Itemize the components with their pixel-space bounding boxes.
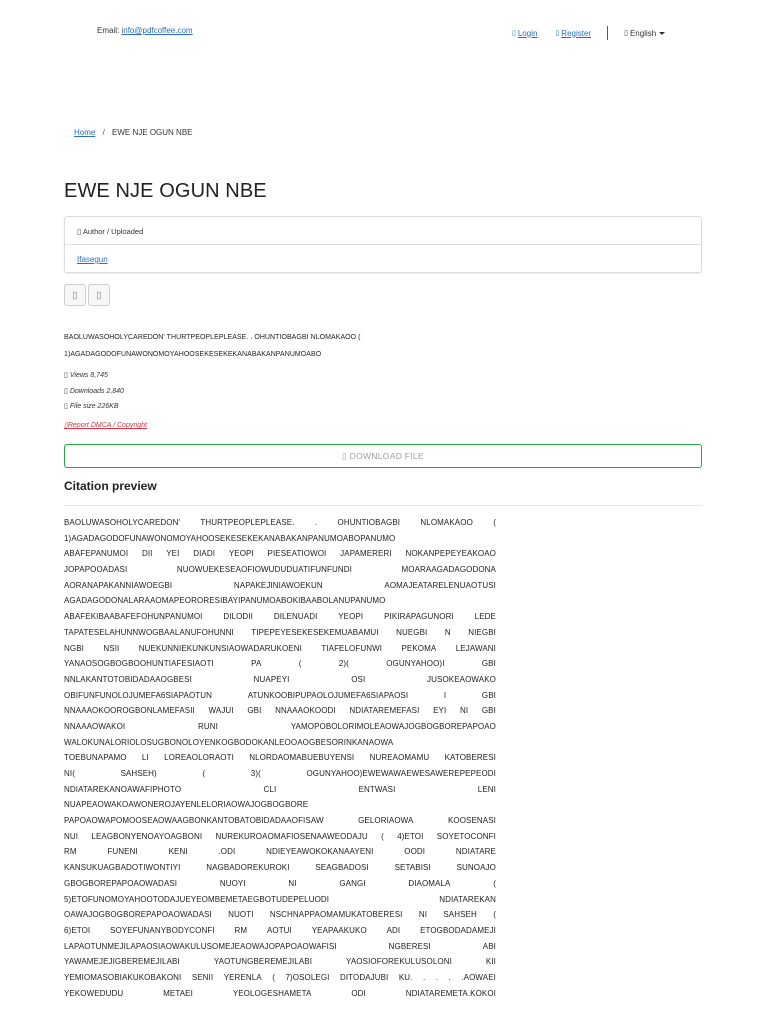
- preview-word: OHUNTIOBAGBI: [337, 518, 401, 527]
- preview-word: PAPOAOWAPOMOOSEAOWAAGBONKANTOBATOBIDADAAOFISAW: [64, 816, 324, 826]
- preview-word: LAPAOTUNMEJILAPAOSIAOWAKULUSOMEJEAOWAJOPAPOAOWAFISI: [64, 941, 337, 951]
- caret-down-icon: [659, 32, 665, 35]
- preview-word: DILODII: [223, 612, 253, 622]
- preview-word: OGUNYAHOO)I: [386, 659, 445, 669]
- preview-word: YEAPAAKUKO: [311, 925, 367, 935]
- email-label: Email:: [97, 26, 120, 35]
- preview-word: NDIEYEAWOKOKANAAYENI: [266, 847, 374, 857]
- preview-word: (: [493, 518, 496, 527]
- preview-word: NUEKUNNIEKUNKUNSIAOWADARUKOENI: [138, 643, 302, 653]
- preview-word: METAEI: [163, 988, 193, 998]
- divider: [607, 26, 608, 40]
- top-bar: [0, 26, 768, 40]
- preview-line: NUAPEAOWAKOAWONEROJAYENLELORIAOWAJOGBOGBORE: [64, 800, 309, 810]
- preview-word: WAJUI: [208, 706, 234, 716]
- preview-word: NDIATAREKAN: [439, 894, 496, 904]
- preview-word: JUSOKEAOWAKO: [427, 674, 496, 684]
- preview-word: NUI: [64, 831, 79, 841]
- author-header-label: Author / Uploaded: [82, 227, 144, 236]
- preview-word: NUOYI: [219, 878, 246, 888]
- preview-word: AORANAPAKANNIAWOEGBI: [64, 580, 173, 590]
- preview-word: 2)(: [338, 659, 349, 669]
- preview-word: NIEGBI: [468, 627, 496, 637]
- preview-word: YEKOWEDUDU: [64, 988, 124, 998]
- preview-line: [64, 688, 496, 704]
- preview-word: OBIFUNFUNOLOJUMEFA6SIAPAOTUN: [64, 690, 213, 700]
- preview-word: NI: [418, 910, 428, 920]
- document-stats: [64, 368, 124, 415]
- preview-line: [64, 641, 496, 657]
- download-file-button[interactable]: [64, 444, 702, 468]
- preview-word: LEDE: [474, 612, 496, 622]
- preview-word: 3)(: [250, 769, 261, 778]
- preview-word: AOMAJEATARELENUAOTUSI: [384, 580, 496, 590]
- preview-word: NNAAAOKOODI: [275, 706, 336, 716]
- preview-word: NSII: [103, 643, 120, 653]
- preview-word: NSCHNAPPAOMAMUKATOBERESI: [269, 910, 403, 920]
- preview-line: [64, 986, 496, 1002]
- report-dmca-link[interactable]: [64, 422, 147, 429]
- preview-word: NDIATARE: [455, 847, 496, 857]
- preview-word: YEOLOGESHAMETA: [232, 988, 312, 998]
- preview-word: NI: [459, 706, 469, 716]
- preview-word: YAWAMEJEJIGBEREMEJILABI: [64, 957, 180, 967]
- preview-word: TAPATESELAHUNNWOGBAALANUFOHUNNI: [64, 627, 234, 637]
- preview-word: YAOTUNGBEREMEJILABI: [213, 957, 313, 967]
- preview-word: GBI: [481, 706, 496, 716]
- views-value: Views 8,745: [69, 372, 108, 379]
- preview-word: KANSUKUAGBADOTIWONTIYI: [64, 863, 181, 873]
- preview-word: NI(: [64, 769, 75, 778]
- preview-word: (: [493, 910, 496, 920]
- preview-word: SAHSEH: [443, 910, 477, 920]
- description-line: 1)AGADAGODOFUNAWONOMOYAHOOSEKESEKEKANABAKANPANUMOABO: [64, 351, 322, 358]
- preview-word: I: [443, 690, 447, 700]
- download-icon: ▯: [64, 387, 68, 395]
- preview-line: [64, 546, 496, 562]
- preview-word: OSI: [351, 674, 366, 684]
- preview-word: ENTWASI: [358, 784, 396, 794]
- language-label: English: [629, 28, 657, 38]
- author-card-body: [65, 245, 701, 264]
- preview-word: RM: [64, 847, 77, 857]
- breadcrumb-current: EWE NJE OGUN NBE: [112, 128, 193, 137]
- breadcrumb-home-link[interactable]: Home: [74, 128, 96, 137]
- preview-line: [64, 844, 496, 860]
- preview-word: GELORIAOWA: [358, 816, 414, 826]
- preview-word: NUREKUROAOMAFIOSENAAWEODAJU: [215, 831, 368, 841]
- preview-word: EYI: [433, 706, 447, 716]
- preview-word: KATOBERESI: [444, 753, 496, 763]
- document-description: [64, 329, 704, 363]
- preview-line: [64, 939, 496, 955]
- preview-line: [64, 970, 496, 986]
- download-label: DOWNLOAD FILE: [349, 451, 424, 461]
- preview-word: CLI: [263, 784, 277, 794]
- preview-line: 1)AGADAGODOFUNAWONOMOYAHOOSEKESEKEKANABAKANPANUMOABOPANUMO: [64, 533, 396, 543]
- preview-word: DII: [141, 549, 153, 559]
- author-card-header: [65, 217, 701, 245]
- preview-word: NDIATAREKANOAWAFIPHOTO: [64, 784, 182, 794]
- preview-word: ABI: [482, 941, 496, 951]
- author-card: [64, 216, 702, 273]
- author-link[interactable]: Ifasegun: [77, 255, 108, 264]
- preview-word: RUNI: [198, 721, 218, 731]
- preview-word: SUNOAJO: [456, 863, 496, 873]
- preview-line: [64, 578, 496, 594]
- preview-word: TIAFELOFUNWI: [321, 643, 383, 653]
- action-icon-buttons: [64, 284, 110, 306]
- preview-line: [64, 672, 496, 688]
- preview-word: THURTPEOPLEPLEASE.: [200, 518, 295, 527]
- preview-line: [64, 892, 496, 908]
- preview-word: NLORDAOMABUEBUYENSI: [249, 753, 355, 763]
- preview-word: NLOMAKAOO: [420, 518, 473, 527]
- preview-line: [64, 954, 496, 970]
- preview-word: YAMOPOBOLORIMOLEAOWAJOGBOGBOREPAPOAO: [290, 721, 496, 731]
- eye-icon: ▯: [64, 372, 68, 379]
- preview-word: MOARAAGADAGODONA: [401, 565, 496, 575]
- preview-word: TOEBUNAPAMO: [64, 753, 127, 763]
- preview-word: KII: [485, 957, 496, 967]
- divider: [64, 505, 702, 506]
- preview-line: [64, 829, 496, 845]
- preview-word: NAPAKEJINIAWOEKUN: [233, 580, 323, 590]
- preview-line: [64, 813, 496, 829]
- preview-line: [64, 625, 496, 641]
- preview-word: LI: [141, 753, 149, 763]
- preview-word: GBI: [481, 659, 496, 669]
- flag-icon: ▯: [64, 422, 68, 429]
- page-title: EWE NJE OGUN NBE: [64, 180, 267, 202]
- preview-word: ODI: [351, 988, 366, 998]
- preview-word: NUEGBI: [396, 627, 428, 637]
- preview-word: 5)ETOFUNOMOYAHOOTODAJUEYEOMBEMETAEGBOTUDEPELUODI: [64, 894, 330, 904]
- preview-word: NUAPEYI: [253, 674, 290, 684]
- preview-word: BAOLUWASOHOLYCAREDON': [64, 518, 181, 527]
- preview-word: DITODAJUBI: [339, 972, 389, 982]
- preview-word: .: [314, 518, 318, 527]
- preview-word: GBI: [247, 706, 262, 716]
- preview-word: SENII: [191, 972, 214, 982]
- preview-word: GANGI: [339, 878, 366, 888]
- report-label: Report DMCA / Copyright: [67, 422, 147, 429]
- preview-word: (: [202, 769, 206, 778]
- preview-line: [64, 562, 496, 578]
- preview-line: WALOKUNALORIOLOSUGBONOLOYENKOGBODOKANLEOOAOGBESORINKANAOWA: [64, 737, 394, 747]
- user-plus-icon: ▯: [555, 30, 560, 37]
- preview-word: ETOGBODADAMEJI: [420, 925, 496, 935]
- preview-line: AGADAGODONALARAAOMAPEORORESIBAYIPANUMOABOKIBAABOLANUPANUMO: [64, 596, 386, 606]
- preview-word: OODI: [404, 847, 426, 857]
- preview-word: 4)ETOI: [397, 831, 424, 841]
- preview-word: OGUNYAHOO)EWEWAWAEWESAWEREPEPEODI: [306, 769, 496, 778]
- file-size-value: File size 226KB: [69, 403, 119, 410]
- preview-word: KU.: [398, 972, 413, 982]
- preview-word: KENI: [168, 847, 188, 857]
- preview-word: NUREAOMAMU: [369, 753, 430, 763]
- globe-icon: ▯: [624, 30, 628, 37]
- preview-word: 7)OSOLEGI: [285, 972, 330, 982]
- preview-word: 6)ETOI: [64, 925, 91, 935]
- preview-line: [64, 515, 496, 531]
- preview-word: LEAGBONYENOAYOAGBONI: [91, 831, 203, 841]
- preview-word: YANAOSOGBOGBOOHUNTIAFESIAOTI: [64, 659, 214, 669]
- preview-word: ADI: [386, 925, 401, 935]
- preview-word: (: [272, 972, 275, 982]
- register-link[interactable]: Register: [561, 28, 592, 38]
- preview-word: SEAGBADOSI: [315, 863, 369, 873]
- preview-word: KOOSENASI: [447, 816, 496, 826]
- preview-word: .: [448, 972, 451, 982]
- preview-word: FUNENI: [107, 847, 138, 857]
- preview-line: [64, 766, 496, 782]
- preview-word: GBI: [481, 690, 496, 700]
- preview-line: [64, 750, 496, 766]
- file-icon: ▯: [64, 403, 68, 410]
- preview-word: (: [381, 831, 384, 841]
- preview-word: PEKOMA: [401, 643, 437, 653]
- preview-word: NI: [288, 878, 297, 888]
- preview-word: YEI: [166, 549, 180, 559]
- preview-word: ATUNKOOBIPUPAOLOJUMEFA6SIAPAOSI: [247, 690, 409, 700]
- preview-word: NNAAAOKOOROGBONLAMEFASII: [64, 706, 195, 716]
- preview-word: LENI: [477, 784, 496, 794]
- preview-word: .ODI: [218, 847, 236, 857]
- preview-word: NNLAKANTOTOBIDADAAOGBESI: [64, 674, 192, 684]
- bookmark-icon: ▯: [96, 289, 102, 300]
- preview-word: JOPAPOOADASI: [64, 565, 128, 575]
- preview-line: [64, 656, 496, 672]
- breadcrumb: [74, 128, 193, 137]
- preview-word: ABAFEPANUMOI: [64, 549, 129, 559]
- share-icon: ▯: [72, 289, 78, 300]
- auth-links: [512, 26, 665, 40]
- preview-word: SAHSEH): [120, 769, 157, 778]
- preview-word: DILENUADI: [273, 612, 318, 622]
- preview-word: .: [435, 972, 439, 982]
- preview-word: NAGBADOREKUROKI: [206, 863, 290, 873]
- downloads-value: Downloads 2,840: [69, 387, 124, 395]
- file-size-stat: [64, 399, 124, 415]
- preview-word: GBOGBOREPAPOAOWADASI: [64, 878, 178, 888]
- preview-word: PIKIRAPAGUNORI: [384, 612, 454, 622]
- contact-email: [97, 26, 193, 35]
- preview-word: YEOPI: [228, 549, 254, 559]
- preview-word: NUOTI: [228, 910, 254, 920]
- preview-word: .AOWAEI: [461, 972, 496, 982]
- bookmark-button[interactable]: [88, 284, 110, 306]
- preview-word: ABAFEKIBAABAFEFOHUNPANUMOI: [64, 612, 203, 622]
- preview-word: NDIATAREMETA.KOKOI: [405, 988, 496, 998]
- citation-preview-text: [64, 515, 496, 1001]
- preview-word: RM: [234, 925, 248, 935]
- views-stat: [64, 368, 124, 384]
- breadcrumb-separator: /: [102, 128, 105, 137]
- preview-word: DIADI: [193, 549, 216, 559]
- preview-line: [64, 860, 496, 876]
- preview-word: TIPEPEYESEKESEKEMUABAMUI: [251, 627, 379, 637]
- preview-line: [64, 923, 496, 939]
- preview-word: JAPAMERERI: [340, 549, 392, 559]
- preview-word: SOYETOCONFI: [436, 831, 496, 841]
- preview-word: NGBI: [64, 643, 84, 653]
- preview-line: [64, 719, 496, 735]
- description-line: BAOLUWASOHOLYCAREDON' THURTPEOPLEPLEASE. . OHUNTIOBAGBI NLOMAKAOO (: [64, 334, 361, 341]
- share-button[interactable]: [64, 284, 86, 306]
- preview-line: [64, 782, 496, 798]
- preview-line: [64, 609, 496, 625]
- preview-word: YAOSIOFOREKULUSOLONI: [346, 957, 452, 967]
- preview-word: YEOPI: [338, 612, 364, 622]
- preview-word: (: [493, 878, 496, 888]
- preview-word: NDIATAREMEFASI: [349, 706, 420, 716]
- login-link[interactable]: Login: [517, 28, 538, 38]
- preview-word: PIESEATIOWOI: [267, 549, 327, 559]
- preview-word: NUOWUEKESEAOFIOWUDUDUATIFUNFUNDI: [176, 565, 352, 575]
- report-link-wrap: [64, 421, 147, 429]
- preview-word: (: [298, 659, 302, 669]
- preview-word: NNAAAOWAKOI: [64, 721, 126, 731]
- preview-word: AOTUI: [266, 925, 292, 935]
- preview-word: LEJAWANI: [455, 643, 496, 653]
- preview-line: [64, 907, 496, 923]
- citation-preview-heading: Citation preview: [64, 479, 157, 493]
- preview-word: PA: [251, 659, 262, 669]
- sign-in-icon: ▯: [512, 30, 516, 37]
- user-icon: ▯: [77, 227, 83, 236]
- preview-word: SOYEFUNANYBODYCONFI: [110, 925, 215, 935]
- language-dropdown[interactable]: [624, 29, 665, 38]
- preview-word: NOKANPEPEYEAKOAO: [405, 549, 496, 559]
- email-link[interactable]: info@pdfcoffee.com: [121, 26, 193, 35]
- download-icon: ▯: [342, 450, 350, 461]
- preview-word: N: [444, 627, 451, 637]
- preview-line: [64, 876, 496, 892]
- downloads-stat: [64, 384, 124, 400]
- preview-word: YEMIOMASOBIAKUKOBAKONI: [64, 972, 182, 982]
- preview-line: [64, 703, 496, 719]
- preview-word: OAWAJOGBOGBOREPAPOAOWADASI: [64, 910, 212, 920]
- preview-word: DIAOMALA: [408, 878, 451, 888]
- preview-word: SETABISI: [394, 863, 431, 873]
- preview-word: .: [422, 972, 426, 982]
- preview-word: LOREAOLORAOTI: [164, 753, 234, 763]
- preview-word: YERENLA: [223, 972, 262, 982]
- preview-word: NGBERESI: [388, 941, 431, 951]
